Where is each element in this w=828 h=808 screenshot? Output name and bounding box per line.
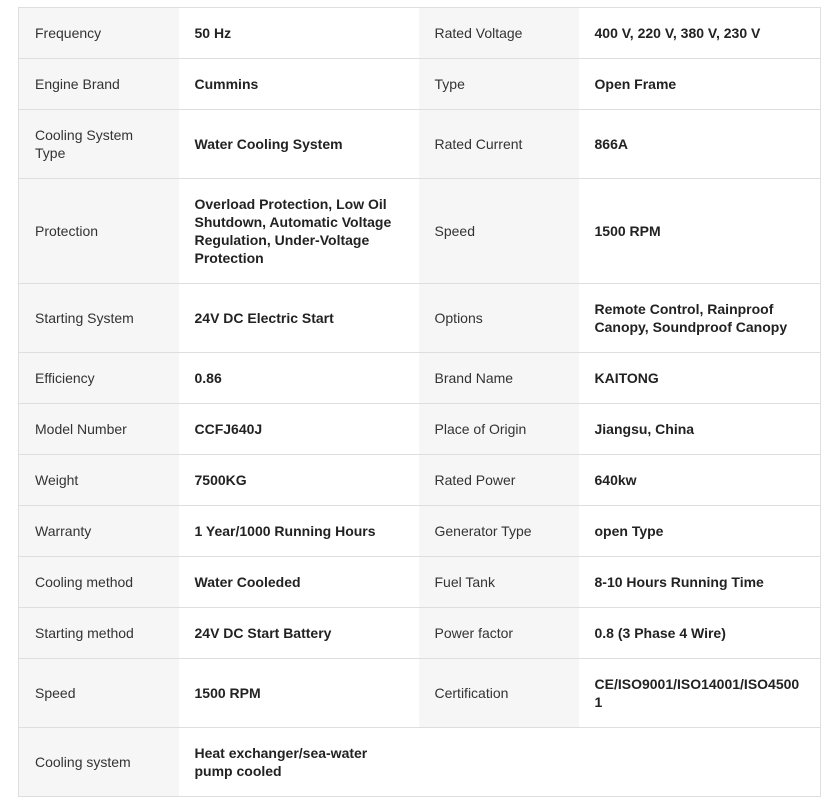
spec-label: Cooling system xyxy=(19,728,179,797)
spec-label: Speed xyxy=(419,179,579,284)
empty-cell xyxy=(579,728,821,797)
table-row xyxy=(19,353,821,404)
spec-value: Cummins xyxy=(179,59,419,110)
spec-value: Overload Protection, Low Oil Shutdown, Automatic Voltage Regulation, Under-Voltage Protection xyxy=(179,179,419,284)
spec-label: Speed xyxy=(19,659,179,728)
spec-value: 1500 RPM xyxy=(179,659,419,728)
spec-label: Rated Power xyxy=(419,455,579,506)
spec-value: 400 V, 220 V, 380 V, 230 V xyxy=(579,8,821,59)
table-row xyxy=(19,404,821,455)
spec-value: open Type xyxy=(579,506,821,557)
spec-value: 1500 RPM xyxy=(579,179,821,284)
spec-table xyxy=(18,7,821,797)
spec-label: Place of Origin xyxy=(419,404,579,455)
spec-value: 0.86 xyxy=(179,353,419,404)
table-row xyxy=(19,8,821,59)
spec-label: Warranty xyxy=(19,506,179,557)
spec-label: Certification xyxy=(419,659,579,728)
table-row xyxy=(19,455,821,506)
spec-value: 640kw xyxy=(579,455,821,506)
spec-value: 0.8 (3 Phase 4 Wire) xyxy=(579,608,821,659)
spec-label: Options xyxy=(419,284,579,353)
spec-value: 8-10 Hours Running Time xyxy=(579,557,821,608)
table-row xyxy=(19,179,821,284)
spec-label: Frequency xyxy=(19,8,179,59)
table-row xyxy=(19,110,821,179)
spec-value: 50 Hz xyxy=(179,8,419,59)
table-row xyxy=(19,608,821,659)
spec-label: Type xyxy=(419,59,579,110)
spec-value: KAITONG xyxy=(579,353,821,404)
spec-label: Starting method xyxy=(19,608,179,659)
table-row xyxy=(19,557,821,608)
spec-value: Jiangsu, China xyxy=(579,404,821,455)
spec-label: Rated Voltage xyxy=(419,8,579,59)
spec-value: 7500KG xyxy=(179,455,419,506)
empty-cell xyxy=(419,728,579,797)
spec-label: Fuel Tank xyxy=(419,557,579,608)
table-row xyxy=(19,728,821,797)
spec-value: 24V DC Electric Start xyxy=(179,284,419,353)
table-row xyxy=(19,59,821,110)
table-row xyxy=(19,659,821,728)
spec-label: Engine Brand xyxy=(19,59,179,110)
table-row xyxy=(19,284,821,353)
spec-value: Open Frame xyxy=(579,59,821,110)
spec-label: Weight xyxy=(19,455,179,506)
spec-value: 866A xyxy=(579,110,821,179)
spec-label: Rated Current xyxy=(419,110,579,179)
spec-value: Water Cooling System xyxy=(179,110,419,179)
spec-label: Power factor xyxy=(419,608,579,659)
spec-value: CCFJ640J xyxy=(179,404,419,455)
spec-label: Starting System xyxy=(19,284,179,353)
spec-value: 24V DC Start Battery xyxy=(179,608,419,659)
spec-value: Heat exchanger/sea-water pump cooled xyxy=(179,728,419,797)
spec-label: Generator Type xyxy=(419,506,579,557)
spec-label: Cooling System Type xyxy=(19,110,179,179)
table-row xyxy=(19,506,821,557)
spec-value: 1 Year/1000 Running Hours xyxy=(179,506,419,557)
spec-label: Cooling method xyxy=(19,557,179,608)
spec-label: Brand Name xyxy=(419,353,579,404)
spec-label: Model Number xyxy=(19,404,179,455)
spec-label: Protection xyxy=(19,179,179,284)
spec-label: Efficiency xyxy=(19,353,179,404)
spec-value: Water Cooleded xyxy=(179,557,419,608)
spec-value: Remote Control, Rainproof Canopy, Soundproof Canopy xyxy=(579,284,821,353)
spec-value: CE/ISO9001/ISO14001/ISO45001 xyxy=(579,659,821,728)
